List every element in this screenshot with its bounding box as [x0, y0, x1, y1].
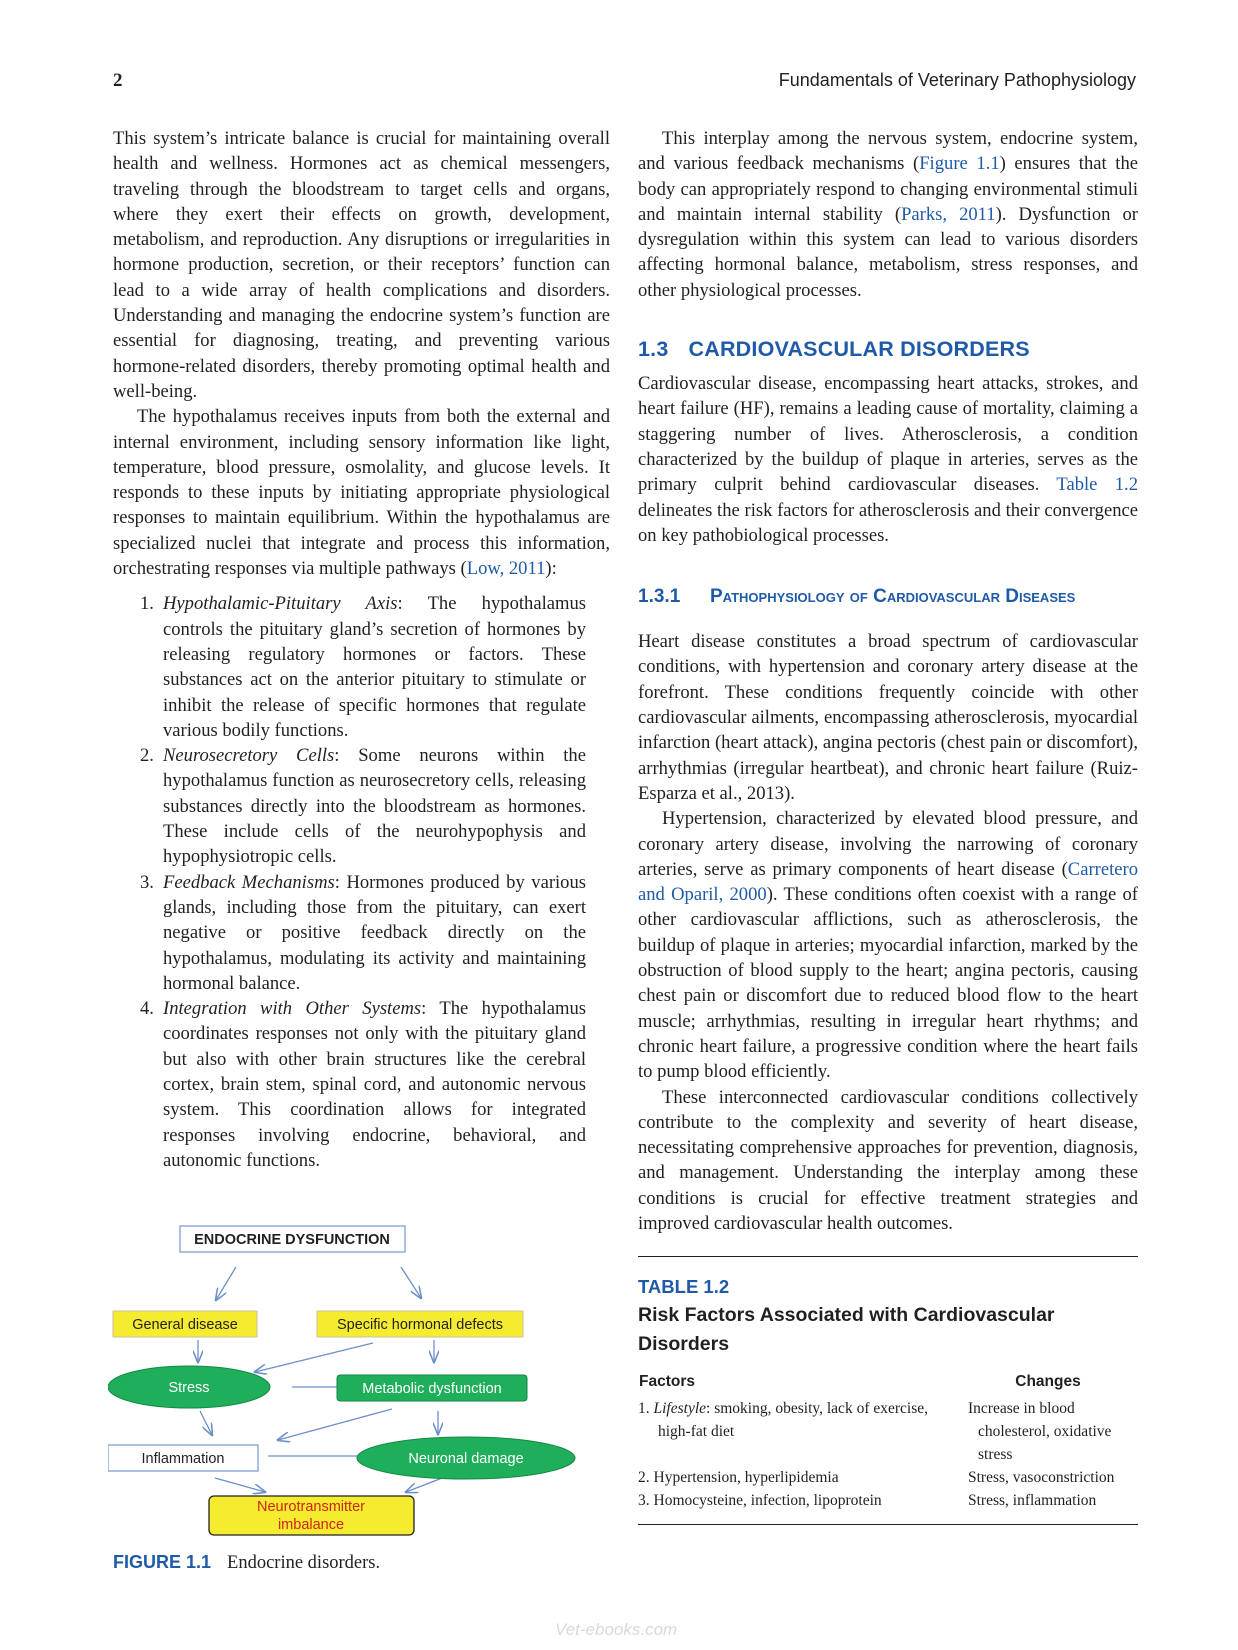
change-cell: Increase in blood cholesterol, oxidative stress [968, 1400, 1112, 1464]
node-stress [108, 1366, 270, 1408]
factor-term: Lifestyle [653, 1400, 707, 1418]
paragraph [113, 404, 610, 581]
left-column [113, 126, 610, 1173]
table-link[interactable]: Table 1.2 [1056, 474, 1139, 496]
table-caption: Risk Factors Associated with Cardiovascular Disorders [638, 1304, 1055, 1356]
list-term: Feedback Mechanisms [163, 871, 335, 893]
row-number: 2. [638, 1469, 650, 1487]
list-text: : The hypothalamus controls the pituitary gland’s secretion of hormones by releasing regulatory hormones or factors. These substances act on the anterior pituitary to stimulate or inhibit the release of specific hormones that regulate various bodily functions. [163, 593, 586, 741]
node-label: Stress [168, 1380, 210, 1396]
arrow [216, 1267, 236, 1300]
list-text: : Some neurons within the hypothalamus function as neurosecretory cells, releasing substances directly into the bloodstream as hormones. These include cells of the neurohypophysis and hypophysiotropic cells. [163, 745, 586, 868]
paragraph: These interconnected cardiovascular conditions collectively contribute to the complexity and severity of heart disease, necessitating comprehensive approaches for prevention, diagnosis, and management. Understanding the interplay among these conditions is crucial for effective treatment strategies and improved cardiovascular health outcomes. [638, 1086, 1138, 1234]
node-label: Metabolic dysfunction [362, 1381, 502, 1397]
table-row [638, 1466, 1138, 1489]
right-column [638, 126, 1138, 1525]
paragraph-text: Hypertension, characterized by elevated blood pressure, and coronary artery disease, involving the narrowing of coronary arteries, serve as primary components of heart disease ( [638, 808, 1138, 880]
column-header-factors: Factors [639, 1373, 695, 1391]
list-number: 2. [140, 745, 154, 767]
paragraph: Heart disease constitutes a broad spectrum of cardiovascular conditions, with hypertension and coronary artery disease at the forefront. These conditions frequently coincide with other cardiovascular ailments, encompassing atherosclerosis, myocardial infarction (heart attack), angina pectoris (chest pain or discomfort), arrhythmias (irregular heartbeat), and chronic heart failure (Ruiz-Esparza et al., 2013). [638, 631, 1138, 804]
list-term: Hypothalamic-Pituitary Axis [163, 593, 398, 615]
node-label: Neuronal damage [408, 1451, 524, 1467]
list-item [140, 743, 586, 869]
node-label: Specific hormonal defects [336, 1317, 504, 1333]
node-label: Inflammation [141, 1451, 225, 1467]
paragraph [638, 806, 1138, 1084]
change-cell: Stress, inflammation [968, 1492, 1097, 1510]
subsection-title: Pathophysiology of Cardiovascular Diseases [710, 586, 1076, 608]
node-general-disease [113, 1311, 257, 1337]
node-metabolic-dysfunction [337, 1375, 527, 1401]
arrow [215, 1478, 265, 1492]
list-item [140, 591, 586, 743]
factor-text: Hypertension, hyperlipidemia [653, 1469, 839, 1487]
table-label: TABLE 1.2 [638, 1276, 730, 1298]
list-term: Neurosecretory Cells [163, 745, 335, 767]
node-label: imbalance [277, 1517, 345, 1533]
table-header-row [638, 1369, 1138, 1397]
paragraph-text: This interplay among the nervous system, endocrine system, and various feedback mechanisms ( [638, 128, 1138, 175]
paragraph-text: delineates the risk factors for atherosclerosis and their convergence on key pathobiological processes. [638, 499, 1138, 546]
paragraph-text: The hypothalamus receives inputs from both the external and internal environment, including sensory information like light, temperature, blood pressure, osmolality, and glucose levels. It responds to these inputs by initiating appropriate physiological responses to maintain equilibrium. Within the hypothalamus are specialized nuclei that integrate and process this information, orchestrating responses via multiple pathways ( [113, 406, 610, 580]
section-title: CARDIOVASCULAR DISORDERS [688, 337, 1030, 362]
watermark: Vet-ebooks.com [555, 1620, 678, 1639]
factor-cell [638, 1466, 958, 1489]
node-inflammation [108, 1445, 258, 1471]
risk-factor-table [638, 1369, 1138, 1512]
arrow [401, 1267, 421, 1298]
node-specific-hormonal-defects [317, 1311, 523, 1337]
table-bottom-rule [638, 1524, 1138, 1525]
running-header: Fundamentals of Veterinary Pathophysiology [778, 70, 1136, 90]
node-label: ENDOCRINE DYSFUNCTION [194, 1232, 390, 1248]
row-number: 3. [638, 1492, 650, 1510]
section-heading [638, 336, 1138, 362]
list-number: 3. [140, 871, 154, 893]
paragraph-text: ) ensures that the body can appropriately respond to changing environmental stimuli and maintain internal stability ( [638, 153, 1138, 225]
factor-text: : smoking, obesity, lack of exercise, high-fat diet [658, 1400, 928, 1441]
node-endocrine-dysfunction [180, 1226, 405, 1252]
pathway-list [113, 591, 610, 1173]
subsection-number: 1.3.1 [638, 586, 681, 608]
paragraph: This system’s intricate balance is crucial for maintaining overall health and wellness. Hormones act as chemical messengers, traveling through the bloodstream to target cells and organs, where they exert their effects on growth, development, metabolism, and reproduction. Any disruptions or irregularities in hormone production, secretion, or their receptors’ function can lead to a wide array of health complications and disorders. Understanding and managing the endocrine system’s function are essential for diagnosing, treating, and preventing various hormone-related disorders, thereby promoting optimal health and well-being. [113, 128, 610, 402]
risk-factor-table-block [638, 1256, 1138, 1525]
paragraph-text: ): [545, 558, 557, 580]
paragraph-text: Cardiovascular disease, encompassing heart attacks, strokes, and heart failure (HF), remains a leading cause of mortality, claiming a staggering number of lives. Atherosclerosis, a condition characterized by the buildup of plaque in arteries, serves as the primary culprit behind cardiovascular diseases. [638, 373, 1138, 496]
figure-link[interactable]: Figure 1.1 [919, 153, 1000, 175]
paragraph [638, 371, 1138, 548]
arrow [255, 1343, 373, 1372]
list-number: 4. [140, 998, 154, 1020]
list-item [140, 870, 587, 996]
table-row [638, 1397, 1138, 1466]
figure-caption [113, 1552, 380, 1574]
endocrine-dysfunction-diagram [108, 1210, 618, 1540]
column-header-changes: Changes [1015, 1373, 1081, 1391]
figure-label: FIGURE 1.1 [113, 1552, 212, 1572]
paragraph [638, 126, 1138, 303]
citation-link[interactable]: Low, 2011 [466, 558, 546, 580]
arrow [278, 1409, 392, 1440]
list-term: Integration with Other Systems [163, 998, 422, 1020]
change-cell: Stress, vasoconstriction [968, 1469, 1115, 1487]
factor-cell [638, 1397, 958, 1466]
node-label: Neurotransmitter [257, 1499, 365, 1515]
figure-caption-text: Endocrine disorders. [227, 1553, 381, 1573]
list-number: 1. [140, 593, 154, 615]
row-number: 1. [638, 1400, 650, 1418]
citation-link[interactable]: Carretero and Oparil, 2000 [638, 858, 1138, 906]
factor-text: Homocysteine, infection, lipoprotein [653, 1492, 882, 1510]
list-text: : Hormones produced by various glands, including those from the pituitary, can exert negative or positive feedback directly on the hypothalamus, modulating its activity and maintaining hormonal balance. [163, 871, 587, 994]
citation-link[interactable]: Parks, 2011 [901, 203, 996, 225]
node-neurotransmitter-imbalance [209, 1496, 414, 1535]
section-number: 1.3 [638, 337, 669, 362]
paragraph-text: ). These conditions often coexist with a range of other cardiovascular afflictions, such as atherosclerosis, the buildup of plaque in arteries; myocardial infarction, marked by the obstruction of blood supply to the heart; angina pectoris, causing chest pain or discomfort due to reduced blood flow to the heart muscle; arrhythmias, resulting in irregular heart rhythms; and chronic heart failure, a progressive condition where the heart fails to pump blood efficiently. [638, 884, 1138, 1083]
list-text: : The hypothalamus coordinates responses not only with the pituitary gland but also with other brain structures like the cerebral cortex, brain stem, spinal cord, and autonomic nervous system. This coordination allows for integrated responses involving endocrine, behavioral, and autonomic functions. [163, 998, 586, 1171]
node-label: General disease [132, 1317, 238, 1333]
node-neuronal-damage [357, 1437, 575, 1479]
paragraph-text: ). Dysfunction or dysregulation within this system can lead to various disorders affecting hormonal balance, metabolism, stress responses, and other physiological processes. [638, 203, 1138, 301]
page-number: 2 [113, 70, 123, 91]
factor-cell [638, 1489, 958, 1512]
table-row [638, 1489, 1138, 1512]
arrow [200, 1411, 212, 1435]
list-item [140, 996, 586, 1173]
subsection-heading [638, 582, 1138, 611]
